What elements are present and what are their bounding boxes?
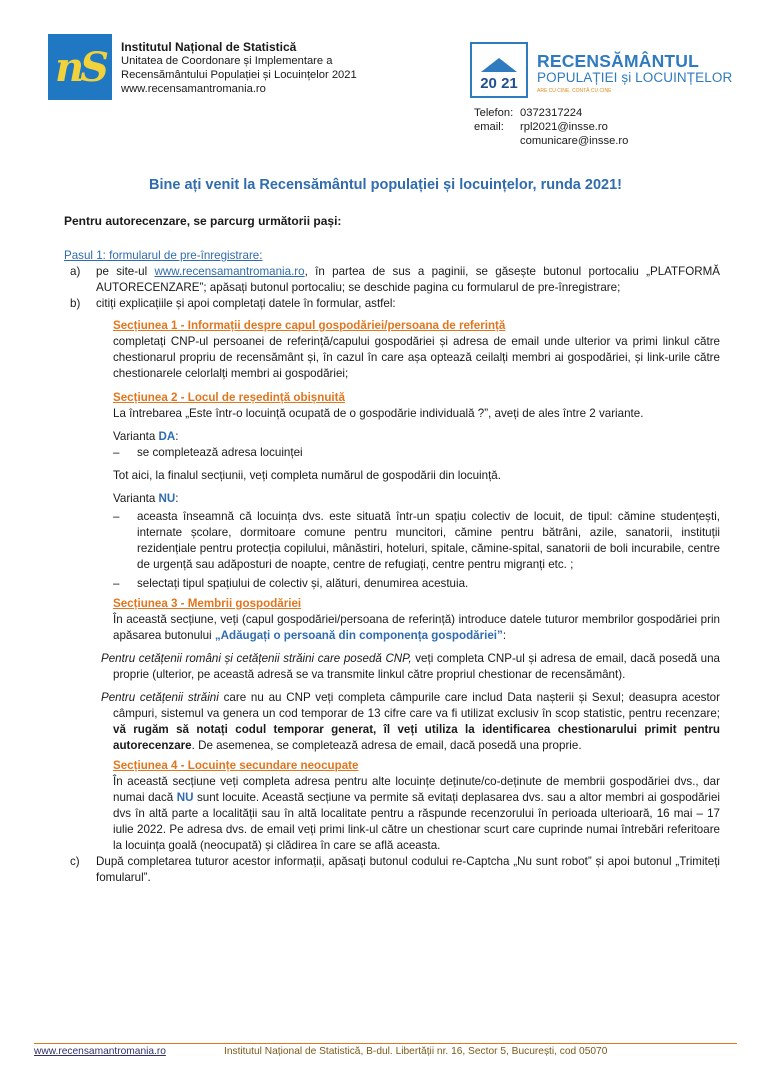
list-letter-c: c) <box>70 855 80 868</box>
list-letter-a: a) <box>70 265 81 278</box>
list-item-c <box>64 854 720 886</box>
section-2-question: La întrebarea „Este într-o locuință ocupată de o gospodărie individuală ?”, aveți de ales între 2 variante. <box>113 407 644 420</box>
page-title: Bine ați venit la Recensământul populației și locuințelor, runda 2021! <box>149 177 622 193</box>
contact-block <box>474 106 628 148</box>
variant-nu-item-2-text: selectați tipul spațiului de colectiv și, alături, denumirea acestuia. <box>137 577 469 590</box>
footer-url[interactable]: www.recensamantromania.ro <box>34 1046 166 1057</box>
rpl-title <box>537 52 732 94</box>
ins-logo-mark: nS <box>55 43 105 91</box>
item-b-text: citiți explicațiile și apoi completați datele în formular, astfel: <box>96 297 396 310</box>
ins-name: Institutul Național de Statistică <box>121 40 297 54</box>
variant-nu: NU <box>158 492 176 505</box>
variant-nu-item-1: – aceasta înseamnă că locuința dvs. este situată într-un spațiu colectiv de locuit, de tipul: cămine studențești, internate școlare, dormitoare comune pentru muncitori, cămine pentru bătrâni, azile, sanatorii, instituții rezidențiale pentru protecția copilului, mânăstiri, hoteluri, spitale, cămine-spital, sanatorii de boli incurabile, centre de urgență sau adăposturi de noapte, centre de refugiați, centre pentru migranți etc. ; <box>113 510 720 571</box>
section-3-para-cnp: Pentru cetățenii români și cetățenii străini care posedă CNP, veți completa CNP-ul și adresa de email, dacă posedă una proprie (ulterior, pe această adresă se va transmite linkul către propriul chestionar de recensământ). <box>101 652 721 681</box>
ins-logo <box>48 34 112 100</box>
footer <box>34 1043 737 1057</box>
phone-value: 0372317224 <box>520 107 583 119</box>
email-2[interactable]: comunicare@insse.ro <box>520 135 629 147</box>
section-3-text: În această secțiune, veți (capul gospodăriei/persoana de referință) introduce datele tuturor membrilor gospodăriei prin apăsarea butonului „Adăugați o persoană din componența gospodăriei”: <box>113 613 720 642</box>
section-4-title: Secțiunea 4 - Locuințe secundare neocupate <box>113 759 359 772</box>
email-1[interactable]: rpl2021@insse.ro <box>520 121 608 133</box>
rpl-logo <box>470 42 528 98</box>
section-4-text: În această secțiune veți completa adresa pentru alte locuințe deținute/co-deținute de membrii gospodăriei dvs., dar numai dacă NU sunt locuite. Această secțiune va permite să evitați deplasarea dvs. sau a altor membri ai gospodăriei dvs în altă parte a localității sau în altă localitate pentru a răspunde recenzorului în perioada ulterioară, 16 mai – 17 iulie 2022. Pe adresa dvs. de email veți primi link-ul către un chestionar scurt care cuprinde numai întrebări referitoare la locuința goală (neocupată) și clădirea în care se află aceasta. <box>113 775 720 852</box>
ins-identity <box>121 40 357 96</box>
section-1 <box>64 318 720 854</box>
variant-da-label: Varianta DA: <box>113 430 179 443</box>
rpl-title-line1: RECENSĂMÂNTUL <box>537 51 700 71</box>
variant-da-note: Tot aici, la finalul secțiunii, veți completa numărul de gospodării din locuință. <box>113 469 501 482</box>
list-item-a <box>64 264 720 296</box>
section-2-title: Secțiunea 2 - Locul de reședință obișnuită <box>113 391 345 404</box>
item-a-text: pe site-ul <box>96 265 155 278</box>
section-1-title: Secțiunea 1 - Informații despre capul gospodăriei/persoana de referință <box>113 319 506 332</box>
list-letter-b: b) <box>70 297 81 310</box>
rpl-year: 20 21 <box>480 75 518 92</box>
variant-da-item-text: se completează adresa locuinței <box>137 446 303 459</box>
section-3-title: Secțiunea 3 - Membrii gospodăriei <box>113 597 302 610</box>
ins-website[interactable]: www.recensamantromania.ro <box>121 83 266 95</box>
phone-label: Telefon: <box>474 107 514 119</box>
add-person-button-label: „Adăugați o persoană din componența gospodăriei” <box>214 629 503 642</box>
email-label: email: <box>474 121 504 133</box>
house-roof-icon <box>481 58 517 72</box>
intro-heading: Pentru autorecenzare, se parcurg următorii pași: <box>64 214 342 228</box>
variant-da: DA <box>158 430 176 443</box>
variant-nu-item-1-text: aceasta înseamnă că locuința dvs. este situată într-un spațiu colectiv de locuit, de tipul: cămine studențești, internate școlare, dormitoare comune pentru muncitori, cămine pentru bătrâni, azile, sanatorii, instituții rezidențiale pentru protecția copilului, mânăstiri, hoteluri, spitale, cămine-spital, sanatorii de boli incurabile, centre de urgență sau adăposturi de noapte, centre de refugiați, centre pentru migranți etc. ; <box>137 510 720 571</box>
item-a-text-cont: , în partea de sus a paginii, se găsește butonul portocaliu „PLATFORMĂ AUTORECENZARE”; apăsați butonul portocaliu; se deschide pagina cu formularul de pre-înregistrare; <box>96 265 721 294</box>
variant-nu-item-2: – selectați tipul spațiului de colectiv și, alături, denumirea acestuia. <box>113 576 720 592</box>
site-link[interactable]: www.recensamantromania.ro <box>154 265 305 278</box>
variant-nu-label: Varianta NU: <box>113 492 179 505</box>
rpl-title-line2: POPULAȚIEI și LOCUINȚELOR <box>537 70 733 85</box>
variant-da-item: – se completează adresa locuinței <box>113 445 720 461</box>
section-1-text: completați CNP-ul persoanei de referință/capului gospodăriei și adresa de email unde ulterior va primi linkul către chestionarul propriu de recensământ și, în cazul în care așa optează ceilalți membri ai gospodăriei, și link-urile către chestionarele celorlalți membri ai gospodăriei; <box>113 335 720 380</box>
step-1-heading: Pasul 1: formularul de pre-înregistrare: <box>64 249 263 262</box>
list-item-b <box>64 296 720 312</box>
item-c-text: După completarea tuturor acestor informații, apăsați butonul codului re-Captcha „Nu sunt robot” și apoi butonul „Trimiteți fomularul”. <box>96 855 720 884</box>
ins-unit-line2: Recensământului Populației și Locuințelor 2021 <box>121 69 357 81</box>
rpl-tagline: ARE CU CINE, CONTĂ CU CINE <box>537 88 612 94</box>
ins-unit-line1: Unitatea de Coordonare și Implementare a <box>121 55 333 67</box>
instructions-body <box>64 248 720 886</box>
footer-address: Institutul Național de Statistică, B-dul. Libertății nr. 16, Sector 5, București, cod 05070 <box>224 1046 608 1057</box>
section-3-para-foreign: Pentru cetățenii străini care nu au CNP veți completa câmpurile care includ Data nașterii și Sexul; deasupra acestor câmpuri, sistemul va genera un cod temporar de 13 cifre care va fi utilizat exclusiv în scop statistic, pentru recenzare; vă rugăm să notați codul temporar generat, îl veți utiliza la identificarea chestionarului primit pentru autorecenzare. De asemenea, se completează adresa de email, dacă posedă una proprie. <box>101 691 720 752</box>
temp-code-note: vă rugăm să notați codul temporar generat, îl veți utiliza la identificarea chestionarului primit pentru autorecenzare <box>113 723 720 752</box>
